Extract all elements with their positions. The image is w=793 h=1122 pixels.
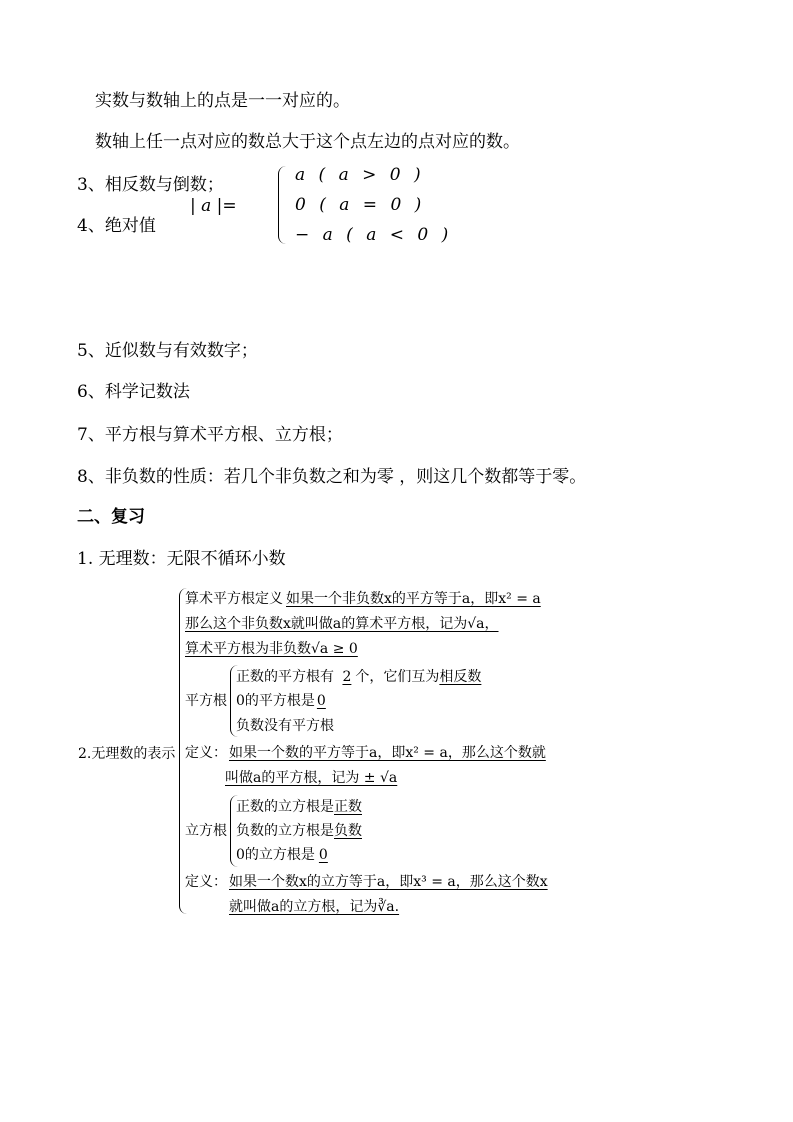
cbrt-zero-line [236,844,336,864]
sqrt-pos-line [236,666,481,686]
cbrt-pos-line [236,796,362,816]
sqrt-zero-pre: 0的平方根是 [236,693,315,709]
item-4: 4、绝对值 [77,216,156,236]
arith-def-text: 如果一个非负数x的平方等于a，即x² = a [286,591,541,607]
arith-def-text-2: 那么这个非负数x就叫做a的算术平方根，记为√a， [185,616,499,632]
sqrt-pos-count: 2 [342,669,352,685]
section-2-title: 二、复习 [77,507,145,527]
irrational-representation-label: 2.无理数的表示 [78,746,176,762]
intro-line-1: 实数与数轴上的点是一一对应的。 [95,91,350,111]
cbrt-neg-val: 负数 [334,823,362,839]
sqrt-pos-mid: 个，它们互为 [355,669,440,685]
cbrt-pos-val: 正数 [334,799,362,815]
abs-case-2: 0 ( a = 0 ) [295,195,422,215]
cbrt-def-text: 如果一个数x的立方等于a，即x³ = a，那么这个数x [229,874,548,890]
cbrt-def-text-2: 就叫做a的立方根，记为∛a. [229,899,400,915]
sqrt-pos-rel: 相反数 [439,669,482,685]
abs-case-3: − a ( a < 0 ) [295,225,449,245]
section-2-point-1: 1. 无理数：无限不循环小数 [77,549,286,569]
item-6: 6、科学记数法 [77,382,190,402]
sqrt-label: 平方根 [185,693,227,709]
sqrt-pos-pre: 正数的平方根有 [236,669,334,685]
sqrt-def-label: 定义： [185,745,227,761]
sqrt-zero-val: 0 [316,693,326,709]
arith-def-label: 算术平方根定义 [185,591,283,607]
sqrt-zero-line [236,690,334,710]
abs-value-brace [278,166,287,244]
cbrt-neg-pre: 负数的立方根是 [236,823,334,839]
cbrt-pos-pre: 正数的立方根是 [236,799,334,815]
sqrt-def-text: 如果一个数的平方等于a，即x² = a，那么这个数就 [229,745,546,761]
cbrt-def-label: 定义： [185,874,227,890]
item-3: 3、相反数与倒数； [77,175,224,195]
abs-value-lhs: | a |= [190,196,237,216]
item-7: 7、平方根与算术平方根、立方根； [77,425,343,445]
item-5: 5、近似数与有效数字； [77,341,258,361]
cbrt-zero-pre: 0的立方根是 [236,847,315,863]
intro-line-2: 数轴上任一点对应的数总大于这个点左边的点对应的数。 [95,132,520,152]
arith-nonneg-text: 算术平方根为非负数√a ≥ 0 [185,641,358,657]
arith-nonneg [185,638,358,658]
cbrt-neg-line [236,820,362,840]
sqrt-def-text-2: 叫做a的平方根，记为 ± √a [225,770,398,786]
sqrt-neg: 负数没有平方根 [236,718,334,734]
abs-case-1: a ( a > 0 ) [295,165,421,185]
cbrt-zero-val: 0 [318,847,328,863]
cbrt-label: 立方根 [185,823,227,839]
item-8: 8、非负数的性质：若几个非负数之和为零 ，则这几个数都等于零。 [77,467,587,487]
